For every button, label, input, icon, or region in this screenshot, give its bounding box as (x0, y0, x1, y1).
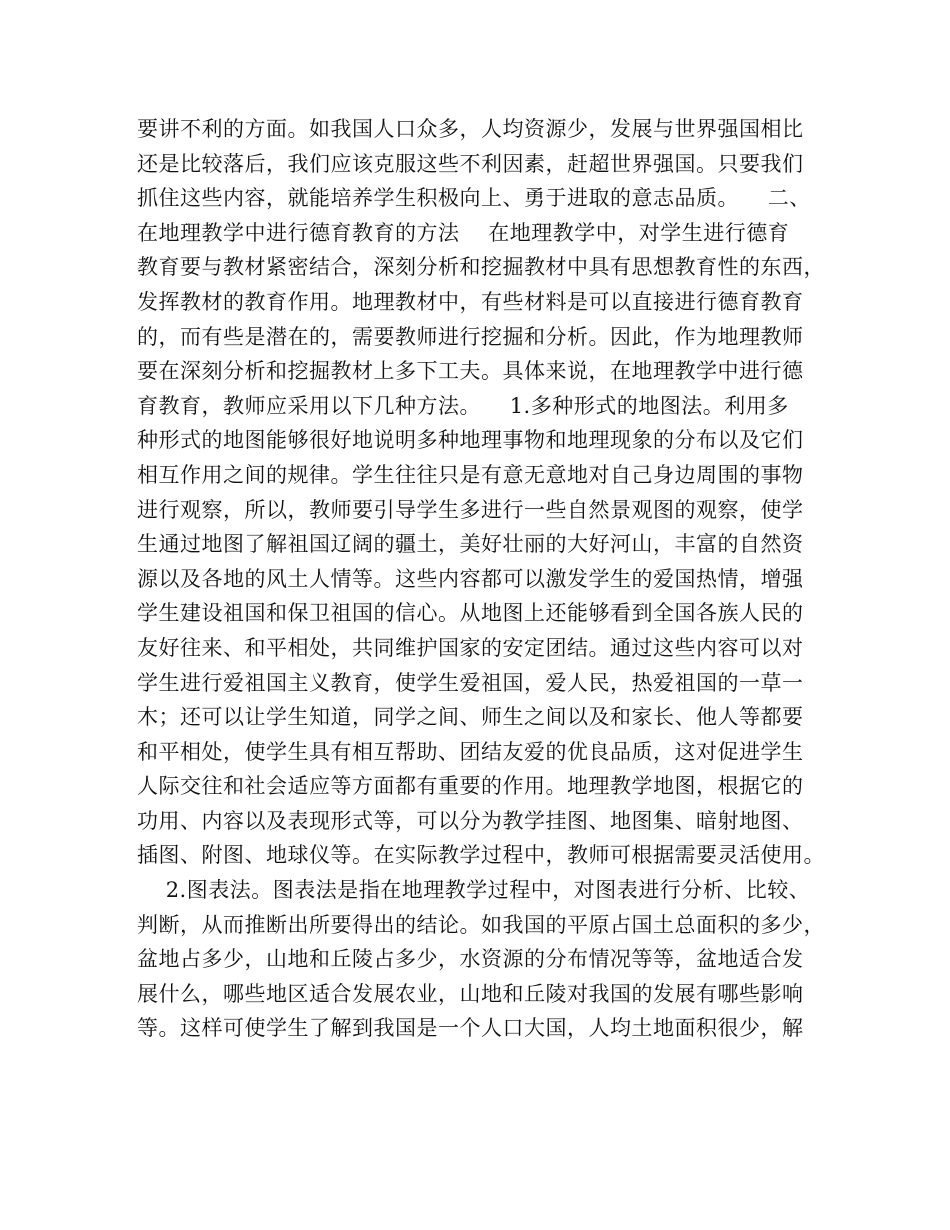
text-line: 功用、内容以及表现形式等，可以分为教学挂图、地图集、暗射地图、 (137, 808, 804, 833)
text-line: 学生进行爱祖国主义教育，使学生爱祖国，爱人民，热爱祖国的一草一 (137, 670, 804, 695)
text-line: 源以及各地的风土人情等。这些内容都可以激发学生的爱国热情，增强 (137, 566, 804, 591)
text-line: 判断，从而推断出所要得出的结论。如我国的平原占国土总面积的多少， (137, 912, 825, 937)
body-text (137, 112, 827, 1046)
text-line: 生通过地图了解祖国辽阔的疆土，美好壮丽的大好河山，丰富的自然资 (137, 532, 804, 557)
text-line: 盆地占多少，山地和丘陵占多少，水资源的分布情况等等，盆地适合发 (137, 947, 804, 972)
text-line: 等。这样可使学生了解到我国是一个人口大国，人均土地面积很少，解 (137, 1016, 804, 1041)
text-line: 插图、附图、地球仪等。在实际教学过程中，教师可根据需要灵活使用。 (137, 843, 825, 868)
text-line: 进行观察，所以，教师要引导学生多进行一些自然景观图的观察，使学 (137, 497, 804, 522)
text-line: 抓住这些内容，就能培养学生积极向上、勇于进取的意志品质。 二、 (137, 186, 811, 211)
text-line: 相互作用之间的规律。学生往往只是有意无意地对自己身边周围的事物 (137, 462, 804, 487)
text-line: 展什么，哪些地区适合发展农业，山地和丘陵对我国的发展有哪些影响 (137, 981, 804, 1006)
text-line: 种形式的地图能够很好地说明多种地理事物和地理现象的分布以及它们 (137, 428, 804, 453)
text-line: 教育要与教材紧密结合，深刻分析和挖掘教材中具有思想教育性的东西， (137, 255, 825, 280)
text-line: 木；还可以让学生知道，同学之间、师生之间以及和家长、他人等都要 (137, 705, 804, 730)
text-line: 和平相处，使学生具有相互帮助、团结友爱的优良品质，这对促进学生 (137, 739, 804, 764)
text-line: 在地理教学中进行德育教育的方法 在地理教学中，对学生进行德育 (137, 220, 790, 245)
text-line: 要在深刻分析和挖掘教材上多下工夫。具体来说，在地理教学中进行德 (137, 359, 804, 384)
text-line: 的，而有些是潜在的，需要教师进行挖掘和分析。因此，作为地理教师 (137, 324, 804, 349)
text-line: 友好往来、和平相处，共同维护国家的安定团结。通过这些内容可以对 (137, 635, 804, 660)
text-line: 人际交往和社会适应等方面都有重要的作用。地理教学地图，根据它的 (137, 774, 804, 799)
text-line: 发挥教材的教育作用。地理教材中，有些材料是可以直接进行德育教育 (137, 289, 804, 314)
text-line: 要讲不利的方面。如我国人口众多，人均资源少，发展与世界强国相比 (137, 117, 804, 141)
text-line: 育教育，教师应采用以下几种方法。 1.多种形式的地图法。利用多 (137, 393, 789, 418)
text-line: 学生建设祖国和保卫祖国的信心。从地图上还能够看到全国各族人民的 (137, 601, 804, 626)
text-line: 2.图表法。图表法是指在地理教学过程中，对图表进行分析、比较、 (137, 878, 811, 903)
text-line: 还是比较落后，我们应该克服这些不利因素，赶超世界强国。只要我们 (137, 151, 804, 176)
